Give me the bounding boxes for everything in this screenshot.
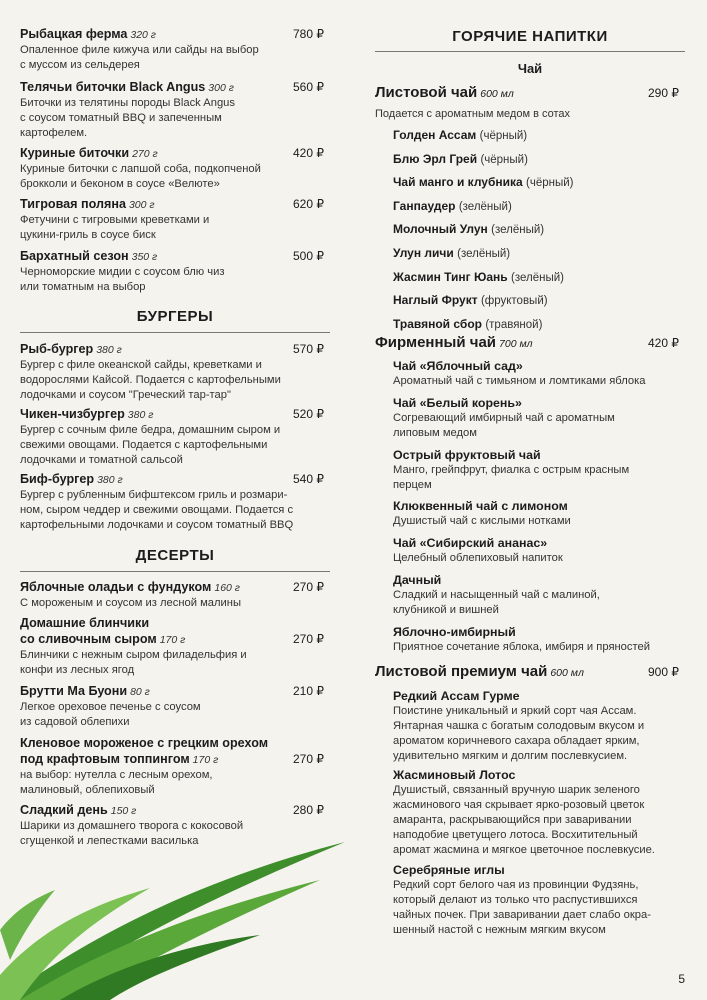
item-desc: малиновый, облепиховый (20, 784, 155, 796)
item-weight: 150 г (110, 805, 137, 817)
item-weight: 170 г (159, 634, 186, 646)
item-desc: Блинчики с нежным сыром филадельфия и (20, 649, 247, 661)
item-desc: картофелем. (20, 127, 88, 139)
item-name-cont: под крафтовым топпингом (20, 752, 190, 766)
tea-item: Жасминовый Лотос Душистый, связанный вручную шарик зеленого жасминового чая скрывает ярко-розовый цветок амаранта, раскрывающийся при заваривании наподобие цветущего лотоса. Восхитительный аромат жасмина и мягкое цветочное послевкусие. (393, 768, 655, 856)
tea-item: Серебряные иглы Редкий сорт белого чая из провинции Фудзянь, который делают из только что распустившихся чайных почек. При заваривании дает слабо окра- шенный настой с нежным мягким вкусом (393, 863, 651, 936)
item-price: 210 ₽ (293, 684, 324, 698)
item-weight: 170 г (192, 754, 219, 766)
section-title-desserts: ДЕСЕРТЫ (135, 547, 215, 564)
item-desc: Черноморские мидии с соусом блю чиз (20, 266, 225, 278)
item-price: 270 ₽ (293, 752, 324, 766)
tea-item: Острый фруктовый чай Манго, грейпфрут, фиалка с острым красным перцем (393, 448, 630, 491)
item-name: Чикен-чизбургер (20, 407, 125, 421)
item-price: 520 ₽ (293, 407, 324, 421)
item-desc: водорослями Кайсой. Подается с картофельными (20, 374, 281, 386)
item-price: 420 ₽ (293, 146, 324, 160)
item-desc: брокколи и беконом в соусе «Велюте» (20, 178, 220, 190)
category-price: 290 ₽ (648, 86, 679, 100)
category-price: 420 ₽ (648, 336, 679, 350)
tea-item: Молочный Улун (зелёный) (393, 222, 545, 237)
item-desc: Куриные биточки с лапшой соба, подкопченой (20, 163, 261, 175)
item-name: Брутти Ма Буони (20, 684, 128, 698)
category-volume: 600 мл (550, 667, 584, 679)
item-weight: 380 г (97, 474, 123, 486)
item-name-cont: со сливочным сыром (20, 632, 157, 646)
item-weight: 80 г (130, 686, 150, 698)
item-price: 280 ₽ (293, 803, 324, 817)
item-desc: С мороженым и соусом из лесной малины (20, 597, 242, 609)
item-price: 780 ₽ (293, 27, 324, 41)
tea-item: Блю Эрл Грей (чёрный) (393, 151, 528, 166)
item-desc: или томатным на выбор (20, 281, 146, 293)
category-note: Подается с ароматным медом в сотах (375, 108, 571, 120)
menu-item (20, 26, 330, 73)
item-desc: ном, сыром чеддер и свежими овощами. Подается с (20, 504, 294, 516)
item-weight: 320 г (130, 29, 156, 41)
category-volume: 600 мл (480, 88, 514, 100)
item-price: 570 ₽ (293, 342, 324, 356)
tea-item: Дачный Сладкий и насыщенный чай с малиной, клубникой и вишней (393, 573, 600, 616)
tea-item: Ганпаудер (зелёный) (393, 198, 512, 213)
tea-item: Чай «Яблочный сад» Ароматный чай с тимьяном и ломтиками яблока (393, 359, 646, 387)
item-desc: Опаленное филе кижуча или сайды на выбор (20, 44, 259, 56)
section-divider (375, 51, 685, 52)
item-name: Кленовое мороженое с грецким орехом (20, 736, 269, 750)
tea-item: Чай «Сибирский ананас» Целебный облепиховый напиток (393, 536, 563, 564)
tea-category-leaf (375, 83, 685, 104)
item-weight: 350 г (131, 251, 158, 263)
item-weight: 300 г (208, 82, 234, 94)
item-price: 270 ₽ (293, 632, 324, 646)
menu-item (20, 196, 330, 243)
tea-item: Жасмин Тинг Юань (зелёный) (393, 269, 564, 284)
item-weight: 270 г (132, 148, 158, 160)
item-desc: цукини-гриль в соусе биск (20, 229, 156, 241)
tea-item: Чай «Белый корень» Согревающий имбирный чай с ароматным липовым медом (393, 396, 615, 439)
item-name: Домашние блинчики (20, 616, 150, 630)
menu-item (20, 406, 330, 468)
menu-item (20, 341, 330, 403)
category-name: Фирменный чай (375, 334, 497, 351)
category-volume: 700 мл (499, 338, 533, 350)
section-divider (20, 571, 330, 572)
item-price: 500 ₽ (293, 249, 324, 263)
item-desc: из садовой облепихи (20, 716, 130, 728)
item-desc: конфи из лесных ягод (20, 664, 135, 676)
tea-item: Наглый Фрукт (фруктовый) (393, 293, 548, 308)
item-name: Рыб-бургер (20, 342, 94, 356)
item-desc: на выбор: нутелла с лесным орехом, (20, 769, 213, 781)
item-desc: лодочками и соусом "Греческий тар-тар" (20, 389, 231, 401)
item-name: Куриные биточки (20, 146, 130, 160)
section-divider (20, 332, 330, 333)
item-price: 560 ₽ (293, 80, 324, 94)
item-desc: Фетучини с тигровыми креветками и (20, 214, 210, 226)
item-price: 540 ₽ (293, 472, 324, 486)
item-name: Тигровая поляна (20, 197, 126, 211)
menu-item (20, 615, 330, 678)
leaf-illustration (0, 810, 360, 1000)
menu-item (20, 683, 330, 730)
tea-list (375, 124, 685, 336)
item-name: Рыбацкая ферма (20, 27, 128, 41)
section-title-hot-drinks: ГОРЯЧИЕ НАПИТКИ (452, 28, 608, 45)
item-desc: Бургер с рубленным бифштексом гриль и розмари- (20, 489, 288, 501)
menu-item (20, 145, 330, 192)
item-desc: Бургер с сочным филе бедра, домашним сыром и (20, 424, 281, 436)
item-weight: 160 г (214, 582, 240, 594)
category-price: 900 ₽ (648, 665, 679, 679)
tea-item: Редкий Ассам Гурме Поистине уникальный и яркий сорт чая Ассам. Янтарная чашка с богатым солодовым вкусом и ароматом коричневого сахара обладает ярким, удивительно мягким и долгим послевкусием. (393, 689, 645, 762)
page-number: 5 (678, 972, 685, 986)
tea-item: Травяной сбор (травяной) (393, 316, 543, 331)
menu-item (20, 735, 330, 798)
menu-item (20, 579, 330, 611)
tea-item: Улун личи (зелёный) (393, 245, 511, 260)
item-weight: 380 г (127, 409, 154, 421)
item-desc: Шарики из домашнего творога с кокосовой (20, 820, 244, 832)
category-name: Листовой чай (375, 84, 478, 101)
item-name: Телячьи биточки Black Angus (20, 80, 206, 94)
item-desc: с соусом томатный BBQ и запеченным (20, 112, 222, 124)
section-title-burgers: БУРГЕРЫ (136, 308, 214, 325)
tea-item: Чай манго и клубника (чёрный) (393, 175, 574, 190)
tea-item: Яблочно-имбирный Приятное сочетание яблока, имбиря и пряностей (393, 625, 650, 653)
item-desc: свежими овощами. Подается с картофельными (20, 439, 268, 451)
item-weight: 380 г (96, 344, 122, 356)
item-price: 620 ₽ (293, 197, 324, 211)
tea-item: Клюквенный чай с лимоном Душистый чай с кислыми нотками (393, 499, 571, 527)
item-price: 270 ₽ (293, 580, 324, 594)
item-desc: Бургер с филе океанской сайды, креветками и (20, 359, 262, 371)
item-desc: лодочками и томатной сальсой (20, 454, 183, 466)
menu-item (20, 79, 330, 141)
menu-item (20, 471, 330, 533)
item-desc: Биточки из телятины породы Black Angus (20, 97, 235, 109)
item-desc: картофельными лодочками и соусом томатный BBQ (20, 519, 294, 531)
category-name: Листовой премиум чай (375, 663, 548, 680)
menu-item (20, 248, 330, 295)
item-name: Биф-бургер (20, 472, 95, 486)
item-name: Яблочные оладьи с фундуком (20, 580, 212, 594)
tea-category-signature (375, 333, 685, 354)
tea-category-premium (375, 662, 685, 683)
item-name: Бархатный сезон (20, 249, 129, 263)
item-name: Сладкий день (20, 803, 108, 817)
item-desc: Легкое ореховое печенье с соусом (20, 701, 201, 713)
item-desc: сгущенкой и лепестками василька (20, 835, 199, 847)
item-desc: с муссом из сельдерея (20, 59, 140, 71)
item-weight: 300 г (128, 199, 155, 211)
subsection-tea: Чай (517, 61, 543, 76)
tea-item: Голден Ассам (чёрный) (393, 128, 528, 142)
